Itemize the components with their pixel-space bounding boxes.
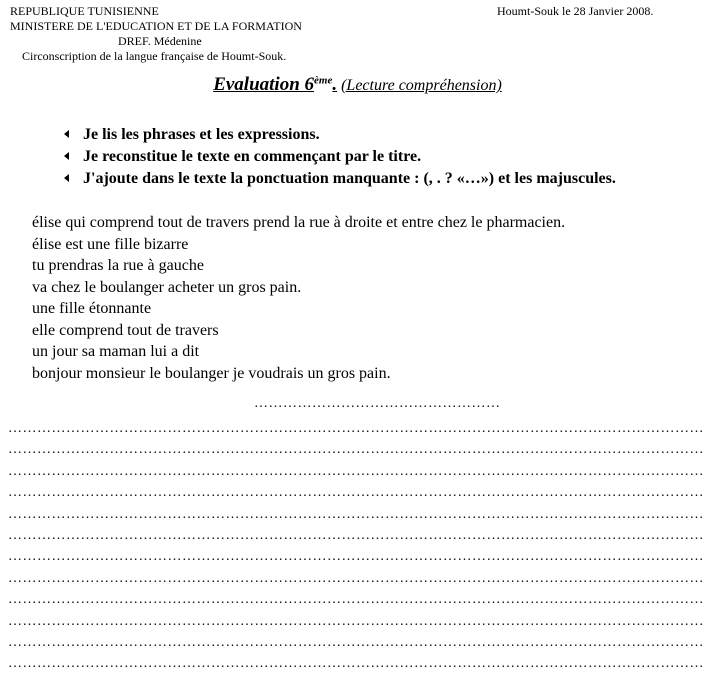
instruction-text: Je lis les phrases et les expressions. — [83, 126, 320, 143]
header-dref: DREF. Médenine — [118, 34, 202, 48]
title-answer-line: …………………………………………… — [254, 396, 501, 411]
answer-line: ……………………………………………………………………………………………………………………………… — [8, 442, 704, 458]
text-line: elle comprend tout de travers — [32, 321, 219, 339]
instruction-item — [64, 124, 616, 146]
title-superscript: ème — [314, 74, 333, 87]
bullet-arrow-icon — [64, 152, 69, 160]
answer-line: ……………………………………………………………………………………………………………………………… — [8, 463, 704, 479]
text-line: bonjour monsieur le boulanger je voudrais un gros pain. — [32, 364, 391, 382]
text-line: une fille étonnante — [32, 300, 152, 317]
answer-line: ……………………………………………………………………………………………………………………………… — [8, 527, 704, 543]
instruction-item — [64, 146, 616, 168]
answer-lines — [8, 418, 708, 675]
title-subtitle: (Lecture compréhension) — [341, 77, 502, 94]
answer-line: ……………………………………………………………………………………………………………………………… — [8, 613, 704, 629]
header-place-date: Houmt-Souk le 28 Janvier 2008. — [497, 4, 654, 18]
scrambled-text — [32, 212, 565, 384]
bullet-arrow-icon — [64, 174, 69, 182]
instruction-item — [64, 168, 616, 190]
answer-line: ……………………………………………………………………………………………………………………………… — [8, 570, 704, 586]
answer-line: ……………………………………………………………………………………………………………………………… — [8, 506, 704, 522]
header-country: REPUBLIQUE TUNISIENNE — [10, 4, 159, 18]
title-dot: . — [332, 74, 338, 95]
text-line: va chez le boulanger acheter un gros pain. — [32, 278, 302, 296]
header-circonscription: Circonscription de la langue française de Houmt-Souk. — [22, 49, 287, 63]
answer-line: ……………………………………………………………………………………………………………………………… — [8, 634, 704, 650]
header-ministry: MINISTERE DE L'EDUCATION ET DE LA FORMATION — [10, 19, 302, 33]
text-line: élise est une fille bizarre — [32, 235, 189, 253]
answer-line: ……………………………………………………………………………………………………………………………… — [8, 485, 704, 501]
answer-line: ……………………………………………………………………………………………………………………………… — [8, 549, 704, 565]
text-line: élise qui comprend tout de travers prend la rue à droite et entre chez le pharmacien. — [32, 214, 566, 231]
title-main: Evaluation 6 — [213, 74, 315, 95]
bullet-arrow-icon — [64, 130, 69, 138]
answer-line: ……………………………………………………………………………………………………………………………… — [8, 421, 704, 436]
answer-line: ……………………………………………………………………………………………………………………………… — [8, 656, 704, 672]
page-title — [0, 74, 715, 96]
text-line: un jour sa maman lui a dit — [32, 343, 200, 360]
instruction-text: J'ajoute dans le texte la ponctuation manquante : (, . ? «…») et les majuscules. — [83, 170, 616, 187]
instruction-list — [64, 124, 616, 190]
instruction-text: Je reconstitue le texte en commençant par le titre. — [83, 148, 422, 165]
text-line: tu prendras la rue à gauche — [32, 257, 204, 274]
answer-line: ……………………………………………………………………………………………………………………………… — [8, 592, 704, 608]
